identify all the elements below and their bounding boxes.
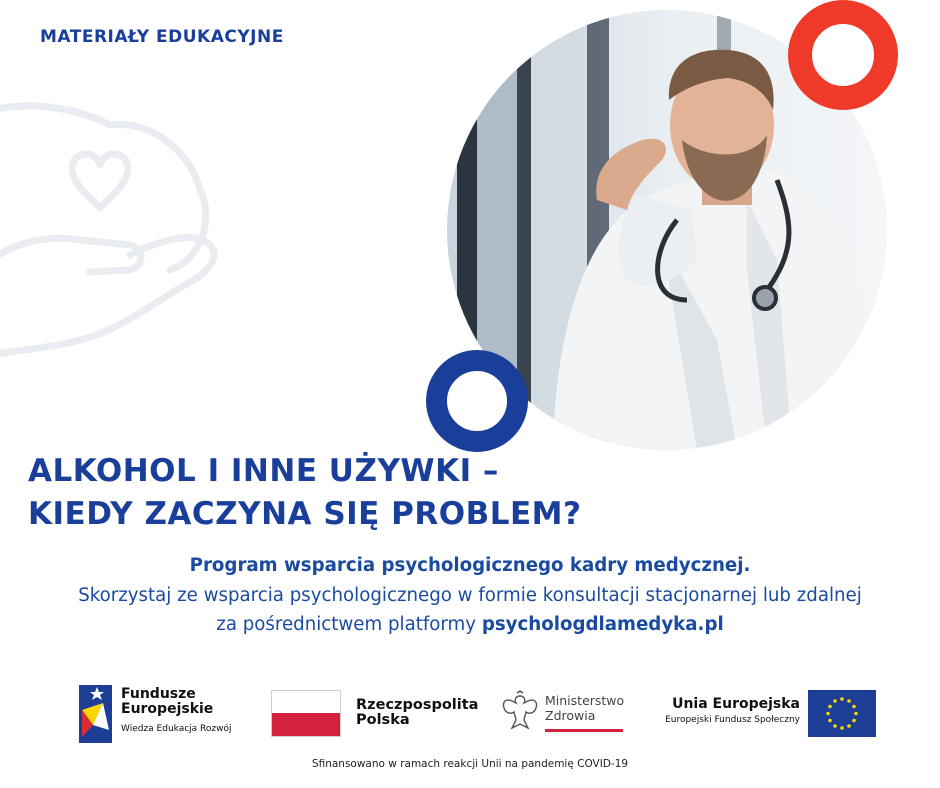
fundusze-logo-icon [79,685,112,743]
program-title: Program wsparcia psychologicznego kadry medycznej. [189,555,751,576]
rp-line-2: Polska [356,712,410,728]
ue-title: Unia Europejska [672,696,800,712]
eu-flag-icon [808,690,876,737]
red-ring-decoration [788,0,898,110]
polish-flag-icon [271,690,341,737]
mz-logo-text [545,693,624,723]
mz-line-2: Zdrowia [545,708,596,723]
hand-heart-icon [0,90,230,410]
mz-line-1: Ministerstwo [545,693,625,708]
program-description: Skorzystaj ze wsparcia psychologicznego w formie konsultacji stacjonarnej lub zdalnej [78,585,862,606]
section-label: MATERIAŁY EDUKACYJNE [40,27,284,47]
ue-subtitle: Europejski Fundusz Społeczny [665,715,800,725]
page-title [28,450,582,536]
platform-link[interactable]: psychologdlamedyka.pl [481,614,724,635]
title-line-2: KIEDY ZACZYNA SIĘ PROBLEM? [28,496,582,532]
blue-ring-decoration [426,350,528,452]
eagle-emblem-icon [500,690,540,734]
rp-line-1: Rzeczpospolita [356,697,479,713]
fundusze-logo [121,687,232,737]
rp-logo-text [356,698,478,728]
ue-logo-text [640,696,800,725]
fundusze-subtitle: Wiedza Edukacja Rozwój [121,724,232,734]
fundusze-title-1: Fundusze [121,686,196,702]
funding-footer: Sfinansowano w ramach reakcji Unii na pandemię COVID-19 [311,758,629,770]
platform-prefix: za pośrednictwem platformy [216,614,482,635]
program-platform-line [0,614,940,635]
mz-red-underline [545,729,623,732]
fundusze-title-2: Europejskie [121,701,214,717]
title-line-1: ALKOHOL I INNE UŻYWKI – [28,453,499,489]
